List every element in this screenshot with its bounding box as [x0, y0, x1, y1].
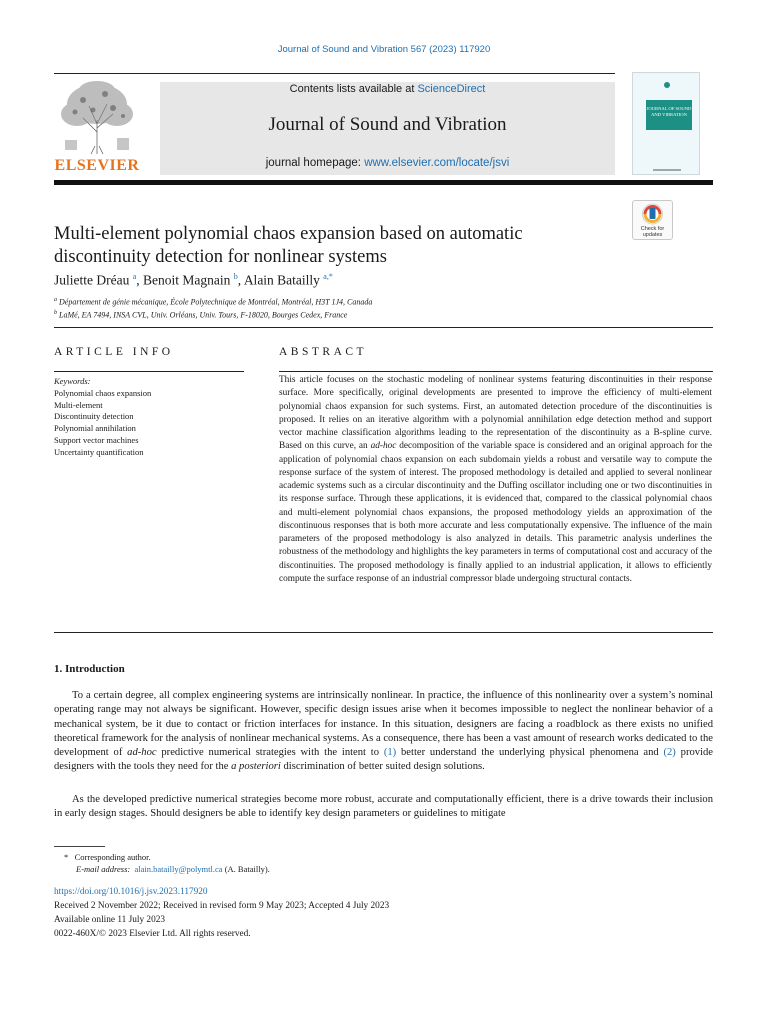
cover-footer-mark [653, 169, 681, 171]
doi-line[interactable] [54, 886, 208, 899]
front-matter-rule [54, 327, 713, 328]
affiliation-text: Département de génie mécanique, École Polytechnique de Montréal, Montréal, H3T 1J4, Canada [59, 297, 373, 307]
contents-line [160, 82, 615, 96]
author-email-link[interactable]: alain.batailly@polymtl.ca [134, 864, 223, 874]
article-info-rule [54, 371, 244, 372]
list-marker-link[interactable]: (1) [383, 747, 397, 759]
affiliation-link[interactable]: b [233, 272, 238, 281]
author-list [54, 272, 333, 289]
header-bottom-rule [54, 180, 713, 185]
footnote-mark: * [64, 852, 69, 862]
footnote-text: Corresponding author. [74, 852, 151, 862]
title-line-1: Multi-element polynomial chaos expansion based on automatic [54, 224, 523, 244]
homepage-line [160, 157, 615, 169]
running-head[interactable] [0, 44, 768, 55]
intro-paragraph-2: As the developed predictive numerical strategies become more robust, accurate and computationally efficient, there is a drive towards their inclusion in early design stages. Should designers be able to identify key design parameters or guidelines to mitigate [54, 794, 713, 820]
title-line-2: discontinuity detection for nonlinear systems [54, 247, 387, 267]
contents-prefix: Contents lists available at [289, 83, 418, 95]
affiliation-a [54, 297, 372, 307]
elsevier-logo[interactable] [53, 80, 141, 175]
abstract-end-rule [54, 632, 713, 633]
paragraph-emphasis: ad-hoc [127, 747, 157, 759]
abstract-rule [279, 371, 713, 372]
affiliation-mark: a [54, 297, 57, 303]
paragraph-text: predictive numerical strategies with the intent to [156, 747, 384, 759]
cover-emblem-icon [664, 82, 670, 88]
affiliation-link[interactable]: a [132, 272, 137, 281]
journal-citation-link[interactable]: Journal of Sound and Vibration 567 (2023) 117920 [277, 44, 491, 55]
abstract-text: decomposition of the variable space is considered and an original approach for the application of polynomial chaos expansion on each subdomain yields a robust and versatile way to compute the response surface of the system of interest. The proposed methodology is detailed and applied to several nonlinear academic systems such as a circular discontinuity and the Duffing oscillator including one or two discontinuities in its response surface. Through these applications, it is evidenced that, compared to the classical polynomial chaos and multi-element polynomial chaos expansions, the proposed methodology yields an approximation of the discontinuous responses that is both more accurate and less computationally expensive. The influence of the main parameters of the proposed methodology is also analyzed in details. This parametric analysis underlines the robustness of the methodology and highlights the key parameters in terms of computational cost and accuracy of the discontinuities. The proposed methodology is finally applied to an industrial application, it allows to efficiently compute the surface response of an industrial compressor blade undergoing structural contacts. [279, 441, 712, 584]
author-name: Juliette Dréau [54, 272, 130, 288]
section-heading-introduction: 1. Introduction [54, 663, 125, 675]
affiliation-b [54, 310, 347, 320]
paragraph-text: better understand the underlying physical phenomena and [396, 747, 664, 759]
keyword-item: Multi-element [54, 399, 103, 410]
abstract-emphasis: ad-hoc [370, 441, 397, 452]
sciencedirect-link[interactable]: ScienceDirect [417, 83, 486, 95]
keywords-label: Keywords: [54, 376, 91, 386]
abstract-heading: ABSTRACT [279, 346, 368, 358]
affiliation-text: LaMé, EA 7494, INSA CVL, Univ. Orléans, Univ. Tours, F-18020, Bourges Cedex, France [59, 310, 348, 320]
keyword-item: Discontinuity detection [54, 411, 134, 422]
check-updates-icon [633, 202, 672, 226]
author-separator: , [237, 272, 244, 288]
keyword-item: Support vector machines [54, 434, 139, 445]
available-online: Available online 11 July 2023 [54, 915, 166, 925]
article-info-heading: ARTICLE INFO [54, 346, 174, 358]
paragraph-emphasis: a posteriori [231, 761, 281, 773]
email-label: E-mail address: [76, 864, 131, 874]
article-title [54, 223, 614, 269]
list-marker-link[interactable]: (2) [663, 747, 676, 759]
keyword-item: Polynomial chaos expansion [54, 387, 152, 398]
cover-title: JOURNAL OF SOUND AND VIBRATION [646, 100, 692, 130]
footnote-email [76, 864, 270, 874]
keywords-block [54, 376, 151, 459]
received-dates: Received 2 November 2022; Received in revised form 9 May 2023; Accepted 4 July 2023 [54, 901, 390, 911]
copyright-line: 0022-460X/© 2023 Elsevier Ltd. All rights reserved. [54, 929, 251, 939]
doi-link[interactable]: https://doi.org/10.1016/j.jsv.2023.117920 [54, 887, 208, 897]
footnote-rule [54, 846, 105, 847]
keyword-item: Polynomial annihilation [54, 423, 136, 434]
intro-paragraph-1 [54, 689, 713, 775]
affiliation-link[interactable]: a,* [323, 272, 333, 281]
journal-title: Journal of Sound and Vibration [268, 114, 507, 135]
check-updates-label [633, 226, 672, 238]
homepage-prefix: journal homepage: [265, 157, 365, 169]
paragraph-text: provide designers with the tools they need for the [54, 747, 714, 773]
author-name: Benoit Magnain [143, 272, 231, 288]
journal-homepage-link[interactable]: www.elsevier.com/locate/jsvi [364, 157, 510, 169]
paragraph-text: discrimination of better suited design solutions. [280, 761, 485, 773]
check-updates-line1: Check for [640, 226, 665, 232]
abstract-body [279, 374, 712, 586]
abstract-text: This article focuses on the stochastic modeling of nonlinear systems featuring discontinuities in their response surface. More specifically, original developments are presented to improve the efficiency of multi-element polynomial chaos expansion for such systems. First, an automated detection procedure of the discontinuities is proposed. It relies on an iterative algorithm with a polynomial annihilation edge detection method and support vector machine classification algorithms leading to the representation of the discontinuity as a B-spline curve. Based on this curve, an [279, 375, 712, 452]
keyword-item: Uncertainty quantification [54, 446, 144, 457]
publisher-wordmark: ELSEVIER [54, 157, 140, 174]
header-top-rule [54, 73, 615, 74]
check-updates-line2: updates [642, 232, 663, 238]
author-name: Alain Batailly [243, 272, 320, 288]
email-owner: (A. Batailly). [222, 864, 270, 874]
check-for-updates-button[interactable] [632, 200, 673, 240]
elsevier-tree-icon [53, 80, 141, 156]
affiliation-mark: b [54, 310, 57, 316]
footnote-corresponding [64, 852, 151, 862]
journal-cover-thumbnail[interactable] [632, 72, 700, 175]
paragraph-text: To a certain degree, all complex engineering systems are intrinsically nonlinear. In practice, the influence of this nonlinearity over a system’s nominal operating range may not always be significant. However, specific design issues arise when it becomes impossible to neglect the nonlinear behavior of a mechanical system, be it due to contact or friction interfaces for instance. In this situation, designers are facing a roadblock as there exists no unified theoretical framework for the analysis of nonlinear mechanical systems. As a consequence, there has been a vast amount of research works dedicated to the development of [54, 690, 713, 759]
author-separator: , [136, 272, 144, 288]
